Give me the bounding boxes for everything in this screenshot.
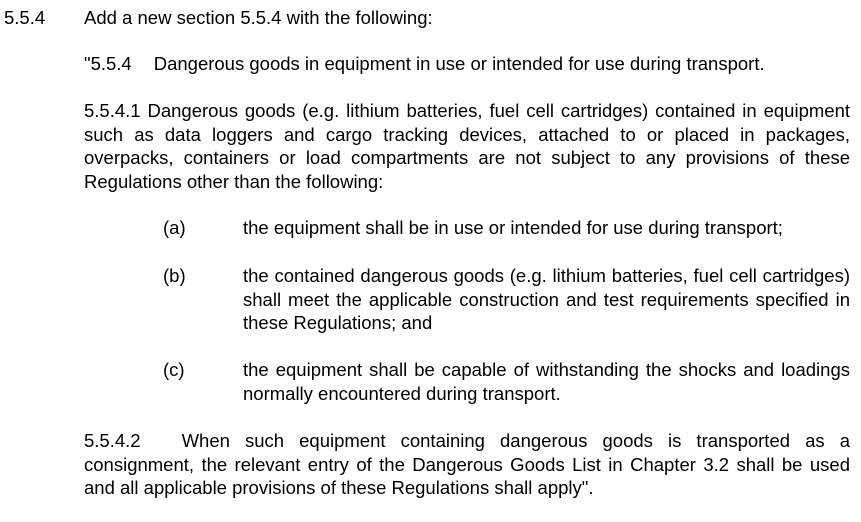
- list-item-label: (c): [163, 359, 185, 380]
- paragraph-number: 5.5.4.1: [84, 100, 141, 121]
- section-number: 5.5.4: [4, 7, 46, 28]
- section-heading: [84, 52, 765, 76]
- list-item-text: the contained dangerous goods (e.g. lithium batteries, fuel cell cartridges) shall meet the applicable construction and test requirements specified in these Regulations; and: [243, 265, 850, 333]
- section-heading-number: "5.5.4: [84, 53, 132, 74]
- paragraph-number: 5.5.4.2: [84, 430, 141, 451]
- list-item-label: (b): [163, 265, 186, 286]
- paragraph-5-5-4-2: [84, 429, 850, 500]
- amendment-instruction: Add a new section 5.5.4 with the following:: [84, 7, 433, 28]
- list-item-label: (a): [163, 217, 186, 238]
- paragraph-text: When such equipment containing dangerous goods is transported as a consignment, the relevant entry of the Dangerous Goods List in Chapter 3.2 shall be used and all applicable provisions of these Regulations shall apply".: [84, 430, 850, 498]
- section-heading-title: Dangerous goods in equipment in use or intended for use during transport.: [153, 53, 765, 74]
- list-item-text: the equipment shall be in use or intended for use during transport;: [243, 217, 783, 238]
- list-item-text: the equipment shall be capable of withstanding the shocks and loadings normally encountered during transport.: [243, 359, 850, 404]
- paragraph-text: Dangerous goods (e.g. lithium batteries, fuel cell cartridges) contained in equipment such as data loggers and cargo tracking devices, attached to or placed in packages, overpacks, containers or load compartments are not subject to any provisions of these Regulations other than the following:: [84, 100, 850, 192]
- paragraph-5-5-4-1: [84, 99, 850, 193]
